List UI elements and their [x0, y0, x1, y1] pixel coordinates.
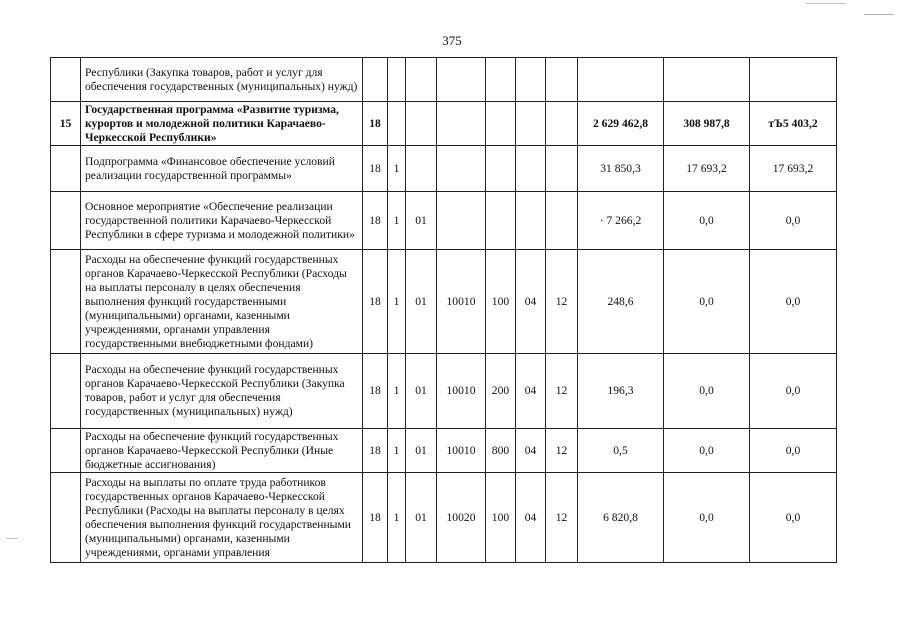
value-year-3: 17 693,2: [750, 146, 837, 192]
table-row: [51, 354, 837, 429]
row-number: [51, 429, 81, 473]
row-number: [51, 192, 81, 250]
section-code: 04: [516, 250, 546, 354]
ministry-code: 18: [363, 146, 388, 192]
program-code: 1: [388, 192, 406, 250]
value-year-3: 0,0: [750, 354, 837, 429]
section-code: [516, 58, 546, 102]
expense-code: 10010: [437, 429, 486, 473]
table-row: [51, 102, 837, 146]
scan-mark: [6, 538, 18, 539]
row-number: [51, 473, 81, 563]
expense-code: 10010: [437, 354, 486, 429]
subprogram-code: [406, 102, 437, 146]
table-row: [51, 473, 837, 563]
budget-table: [50, 57, 837, 563]
value-year-1: · 7 266,2: [578, 192, 664, 250]
section-code: [516, 102, 546, 146]
row-number: [51, 250, 81, 354]
subsection-code: 12: [546, 354, 578, 429]
expense-type-code: [486, 102, 516, 146]
subprogram-code: 01: [406, 192, 437, 250]
expense-code: [437, 102, 486, 146]
row-number: 15: [51, 102, 81, 146]
row-number: [51, 146, 81, 192]
value-year-1: 2 629 462,8: [578, 102, 664, 146]
row-number: [51, 58, 81, 102]
scan-mark: [806, 3, 846, 4]
row-name: Расходы на обеспечение функций государственных органов Карачаево-Черкесской Республики (Расходы на выплаты персоналу в целях обеспечения выполнения функций государственными (муниципальными) органами, казенными учреждениями, органами управления государственными внебюджетными фондами): [81, 250, 363, 354]
expense-type-code: [486, 146, 516, 192]
row-name: Республики (Закупка товаров, работ и услуг для обеспечения государственных (муниципальных) нужд): [81, 58, 363, 102]
row-name: Основное мероприятие «Обеспечение реализации государственной политики Карачаево-Черкесской Республики в сфере туризма и молодежной политики»: [81, 192, 363, 250]
table-row: [51, 58, 837, 102]
subsection-code: 12: [546, 473, 578, 563]
program-code: 1: [388, 146, 406, 192]
program-code: 1: [388, 354, 406, 429]
program-code: 1: [388, 429, 406, 473]
value-year-3: 0,0: [750, 192, 837, 250]
program-code: [388, 58, 406, 102]
row-number: [51, 354, 81, 429]
ministry-code: 18: [363, 250, 388, 354]
subprogram-code: 01: [406, 473, 437, 563]
value-year-1: [578, 58, 664, 102]
value-year-3: 0,0: [750, 250, 837, 354]
scan-mark: [864, 14, 894, 15]
value-year-3: [750, 58, 837, 102]
value-year-3: 0,0: [750, 473, 837, 563]
value-year-2: 0,0: [664, 473, 750, 563]
program-code: [388, 102, 406, 146]
value-year-2: 0,0: [664, 354, 750, 429]
expense-code: [437, 58, 486, 102]
row-name: Расходы на обеспечение функций государственных органов Карачаево-Черкесской Республики (Иные бюджетные ассигнования): [81, 429, 363, 473]
ministry-code: 18: [363, 429, 388, 473]
expense-code: 10020: [437, 473, 486, 563]
subsection-code: [546, 146, 578, 192]
ministry-code: 18: [363, 354, 388, 429]
page-number: 375: [442, 33, 462, 48]
expense-type-code: 200: [486, 354, 516, 429]
row-name: Расходы на обеспечение функций государственных органов Карачаево-Черкесской Республики (Закупка товаров, работ и услуг для обеспечения государственных (муниципальных) нужд): [81, 354, 363, 429]
value-year-2: 0,0: [664, 429, 750, 473]
value-year-2: 0,0: [664, 250, 750, 354]
expense-code: 10010: [437, 250, 486, 354]
section-code: [516, 146, 546, 192]
value-year-1: 31 850,3: [578, 146, 664, 192]
value-year-3: тЪ5 403,2: [750, 102, 837, 146]
subsection-code: [546, 102, 578, 146]
section-code: 04: [516, 429, 546, 473]
value-year-1: 0,5: [578, 429, 664, 473]
subsection-code: 12: [546, 250, 578, 354]
program-code: 1: [388, 250, 406, 354]
row-name: Государственная программа «Развитие туризма, курортов и молодежной политики Карачаево-Черкесской Республики»: [81, 102, 363, 146]
ministry-code: 18: [363, 192, 388, 250]
expense-code: [437, 192, 486, 250]
program-code: 1: [388, 473, 406, 563]
value-year-2: 0,0: [664, 192, 750, 250]
expense-type-code: [486, 192, 516, 250]
value-year-1: 196,3: [578, 354, 664, 429]
ministry-code: 18: [363, 473, 388, 563]
expense-type-code: [486, 58, 516, 102]
value-year-3: 0,0: [750, 429, 837, 473]
table-row: [51, 250, 837, 354]
ministry-code: [363, 58, 388, 102]
subprogram-code: 01: [406, 354, 437, 429]
row-name: Расходы на выплаты по оплате труда работников государственных органов Карачаево-Черкесской Республики (Расходы на выплаты персоналу в целях обеспечения выполнения функций государственными (муниципальными) органами, казенными учреждениями, органами управления: [81, 473, 363, 563]
table-body: [51, 58, 837, 563]
subprogram-code: [406, 58, 437, 102]
expense-type-code: 100: [486, 473, 516, 563]
row-name: Подпрограмма «Финансовое обеспечение условий реализации государственной программы»: [81, 146, 363, 192]
section-code: 04: [516, 473, 546, 563]
section-code: [516, 192, 546, 250]
table-row: [51, 146, 837, 192]
value-year-1: 6 820,8: [578, 473, 664, 563]
value-year-1: 248,6: [578, 250, 664, 354]
value-year-2: [664, 58, 750, 102]
value-year-2: 17 693,2: [664, 146, 750, 192]
subsection-code: 12: [546, 429, 578, 473]
value-year-2: 308 987,8: [664, 102, 750, 146]
expense-code: [437, 146, 486, 192]
subprogram-code: 01: [406, 250, 437, 354]
section-code: 04: [516, 354, 546, 429]
subprogram-code: 01: [406, 429, 437, 473]
table-row: [51, 429, 837, 473]
expense-type-code: 800: [486, 429, 516, 473]
subsection-code: [546, 58, 578, 102]
table-row: [51, 192, 837, 250]
subsection-code: [546, 192, 578, 250]
expense-type-code: 100: [486, 250, 516, 354]
subprogram-code: [406, 146, 437, 192]
ministry-code: 18: [363, 102, 388, 146]
